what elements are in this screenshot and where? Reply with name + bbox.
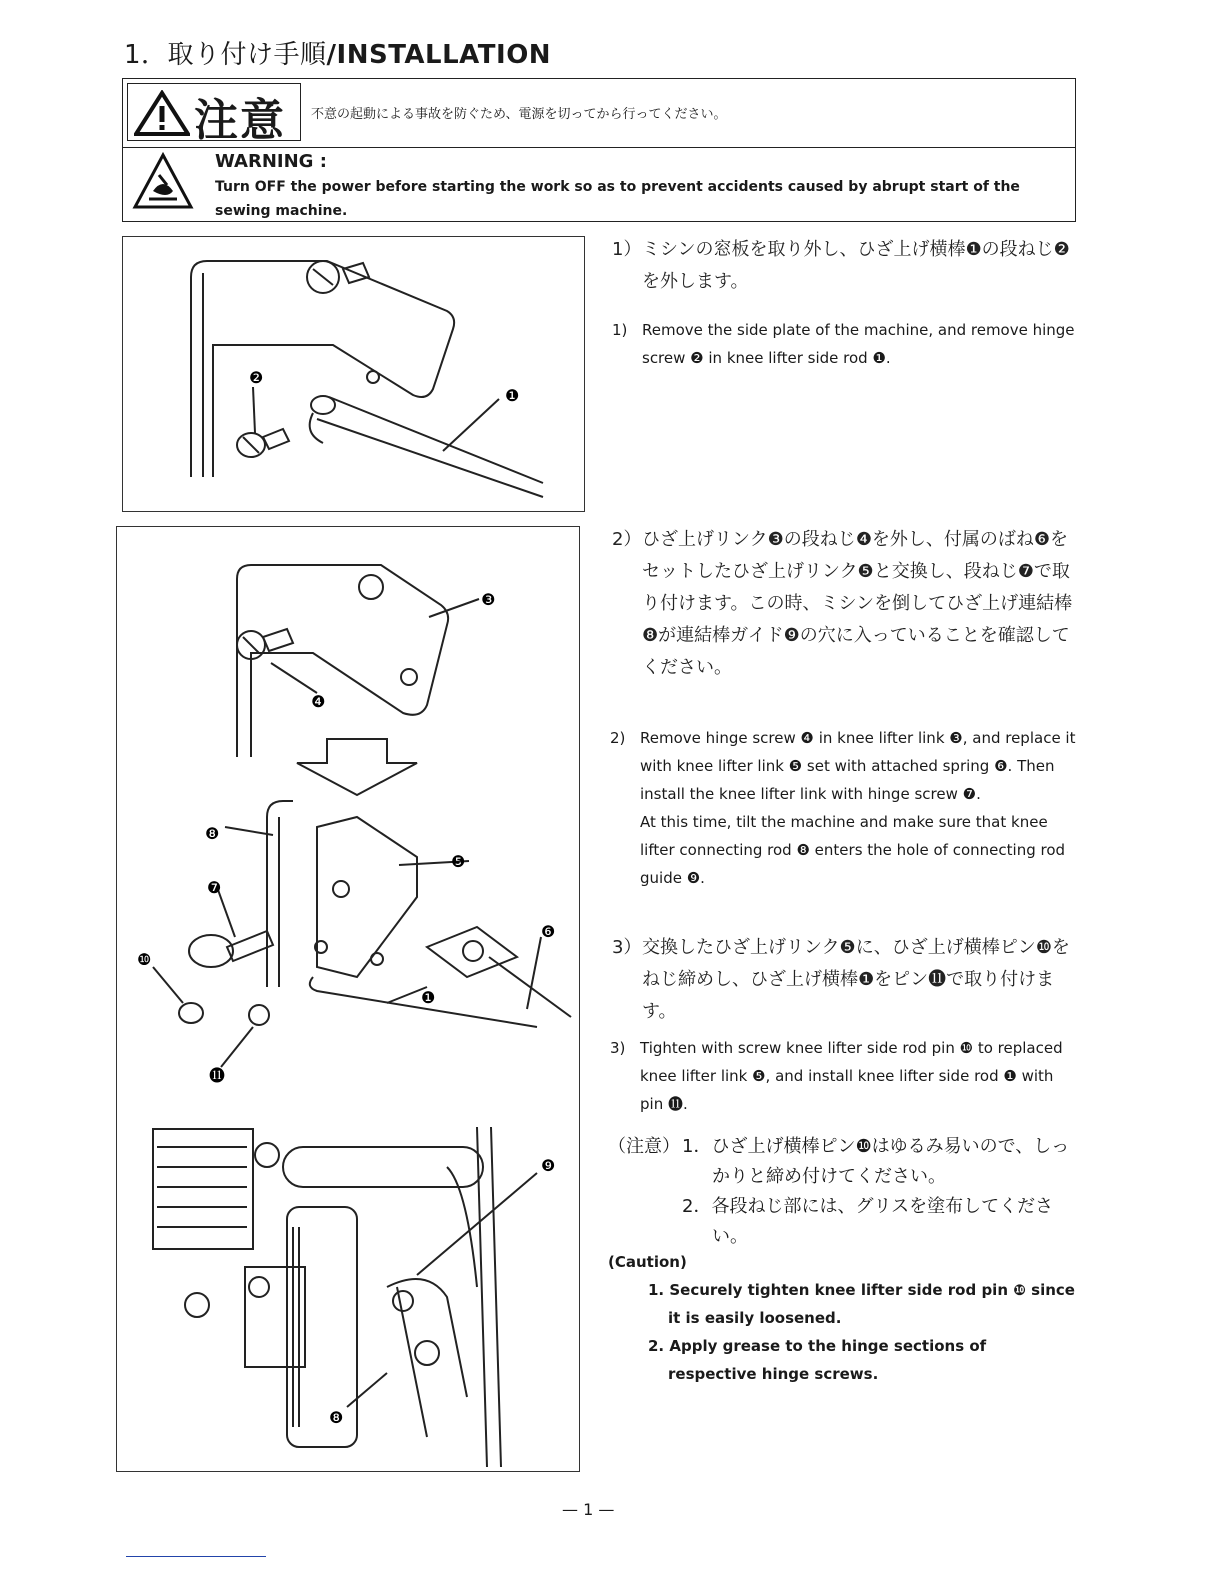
step-3-jp-num: 3） (612, 937, 642, 958)
figure-2-drawing (117, 527, 581, 1473)
figure-label-2: ❷ (249, 368, 264, 387)
figure-step-1 (122, 236, 585, 512)
notes-item-2-en: 2. Apply grease to the hinge sections of respective hinge screws. (648, 1337, 987, 1383)
caution-word-jp: 注意 (194, 95, 286, 146)
figure-step-2-3 (116, 526, 580, 1472)
step-3-en (610, 1034, 1076, 1118)
caution-row-jp (123, 79, 1075, 148)
notes-jp (608, 1132, 1084, 1252)
page-title-jp: 1．取り付け手順 (124, 40, 327, 70)
step-2-en (610, 724, 1076, 892)
hand-hazard-icon (123, 147, 207, 221)
warning-triangle-icon (134, 90, 190, 136)
notes-item-2-jp: 2．各段ねじ部には、グリスを塗布してください。 (682, 1196, 1054, 1247)
figure-label-11: ⓫ (209, 1066, 226, 1085)
figure-label-5: ❺ (451, 852, 466, 871)
warning-row-en (123, 147, 1075, 221)
figure-label-1: ❶ (505, 386, 520, 405)
footer-rule (126, 1556, 266, 1557)
notes-label-en: (Caution) (608, 1253, 687, 1271)
figure-label-8-top: ❽ (205, 824, 220, 843)
step-2-en-num: 2) (610, 729, 626, 747)
step-3-jp-text: 交換したひざ上げリンク❺に、ひざ上げ横棒ピン❿をねじ締めし、ひざ上げ横棒❶をピン⓫で取り付けます。 (642, 937, 1070, 1022)
notes-en (608, 1248, 1078, 1388)
figure-label-9: ❾ (541, 1156, 556, 1175)
warning-text-en: Turn OFF the power before starting the work so as to prevent accidents caused by abrupt start of the sewing machine. (215, 179, 1020, 219)
step-1-en-num: 1) (612, 321, 628, 339)
figure-label-6: ❻ (541, 922, 556, 941)
warning-title-en: WARNING : (215, 151, 327, 172)
step-1-jp-text: ミシンの窓板を取り外し、ひざ上げ横棒❶の段ねじ❷を外します。 (642, 239, 1070, 292)
figure-label-10: ❿ (137, 950, 152, 969)
figure-label-3: ❸ (481, 590, 496, 609)
figure-1-drawing (123, 237, 586, 513)
step-3-jp (612, 932, 1082, 1028)
hand-hazard-icon-box (123, 147, 207, 221)
page-number: — 1 — (562, 1500, 615, 1519)
notes-label-jp: （注意） (608, 1136, 680, 1157)
step-1-jp-num: 1） (612, 239, 642, 260)
step-2-jp (612, 524, 1082, 684)
notes-item-1-en: 1. Securely tighten knee lifter side rod pin ❿ since it is easily loosened. (648, 1281, 1075, 1327)
page-title-en: /INSTALLATION (326, 40, 552, 70)
step-2-jp-num: 2） (612, 529, 642, 550)
step-2-en-text-2: At this time, tilt the machine and make sure that knee lifter connecting rod ❽ enters the hole of connecting rod guide ❾. (640, 813, 1066, 887)
warning-box (122, 78, 1076, 222)
figure-label-4: ❹ (311, 692, 326, 711)
step-2-en-text: Remove hinge screw ❹ in knee lifter link ❸, and replace it with knee lifter link ❺ set with attached spring ❻. Then install the knee lifter link with hinge screw ❼. (640, 729, 1076, 803)
figure-label-1-fig2: ❶ (421, 988, 436, 1007)
step-1-en (612, 316, 1076, 372)
caution-logo (127, 83, 301, 146)
step-1-jp (612, 234, 1082, 298)
notes-item-1-jp: 1．ひざ上げ横棒ピン❿はゆるみ易いので、しっかりと締め付けてください。 (682, 1136, 1070, 1187)
step-3-en-text: Tighten with screw knee lifter side rod pin ❿ to replaced knee lifter link ❺, and install knee lifter side rod ❶ with pin ⓫. (640, 1039, 1063, 1113)
step-3-en-num: 3) (610, 1039, 626, 1057)
figure-label-7: ❼ (207, 878, 222, 897)
warning-text-jp: 不意の起動による事故を防ぐため、電源を切ってから行ってください。 (311, 107, 727, 122)
page-title (124, 34, 551, 71)
step-2-jp-text: ひざ上げリンク❸の段ねじ❹を外し、付属のばね❻をセットしたひざ上げリンク❺と交換し、段ねじ❼で取り付けます。この時、ミシンを倒してひざ上げ連結棒❽が連結棒ガイド❾の穴に入っていることを確認してください。 (642, 529, 1073, 678)
figure-label-8-bottom: ❽ (329, 1408, 344, 1427)
step-1-en-text: Remove the side plate of the machine, and remove hinge screw ❷ in knee lifter side rod ❶. (642, 321, 1075, 367)
